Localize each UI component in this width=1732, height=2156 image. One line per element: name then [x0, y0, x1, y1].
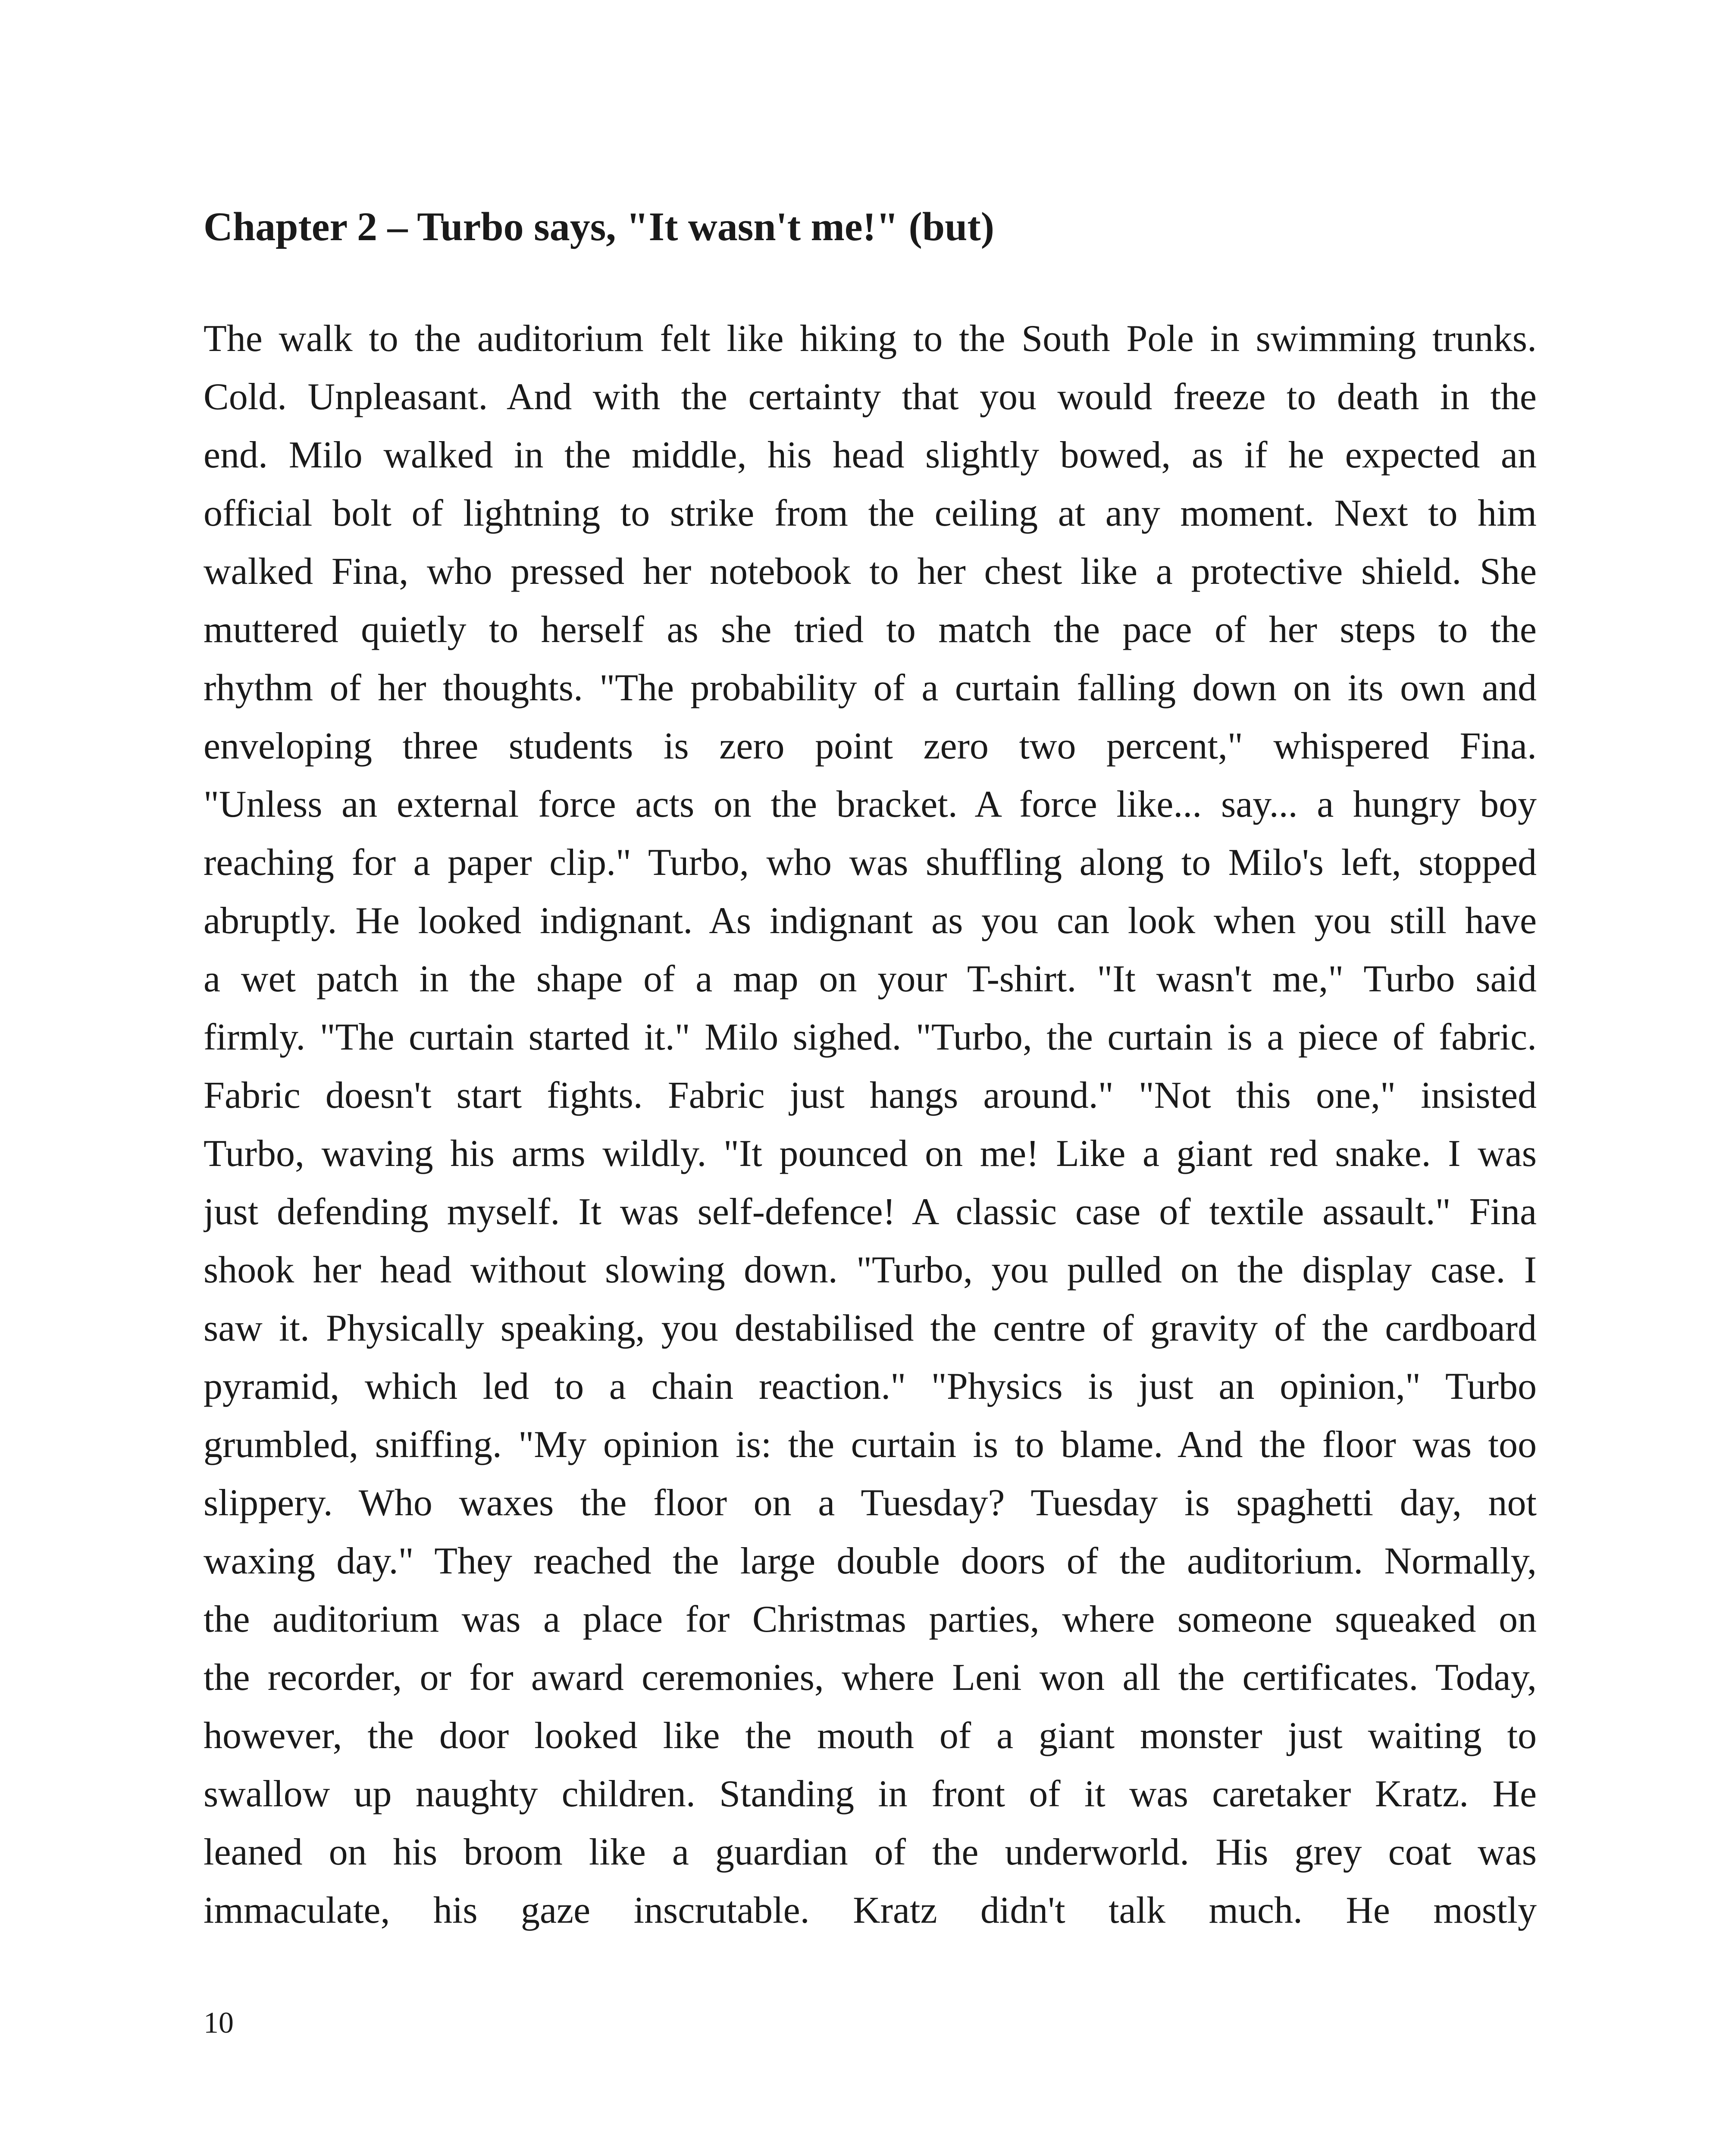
text-line: pyramid, which led to a chain reaction." "Physics is just an opinion," Turbo: [204, 1366, 1537, 1407]
chapter-title: Chapter 2 – Turbo says, "It wasn't me!" (but): [204, 204, 995, 249]
text-line: saw it. Physically speaking, you destabilised the centre of gravity of the cardboard: [204, 1307, 1537, 1349]
text-line: official bolt of lightning to strike from the ceiling at any moment. Next to him: [204, 492, 1537, 534]
page-number: 10: [204, 2006, 234, 2040]
text-line: a wet patch in the shape of a map on your T-shirt. "It wasn't me," Turbo said: [204, 958, 1537, 1000]
text-line: reaching for a paper clip." Turbo, who was shuffling along to Milo's left, stopped: [204, 842, 1537, 884]
text-line: abruptly. He looked indignant. As indignant as you can look when you still have: [204, 900, 1537, 942]
text-line: Turbo, waving his arms wildly. "It pounced on me! Like a giant red snake. I was: [204, 1133, 1537, 1175]
chapter-body-text: [204, 310, 1537, 1940]
text-line: grumbled, sniffing. "My opinion is: the curtain is to blame. And the floor was too: [204, 1424, 1537, 1466]
text-line: leaned on his broom like a guardian of the underworld. His grey coat was: [204, 1831, 1537, 1873]
text-line: slippery. Who waxes the floor on a Tuesday? Tuesday is spaghetti day, not: [204, 1482, 1537, 1524]
text-line: swallow up naughty children. Standing in front of it was caretaker Kratz. He: [204, 1773, 1537, 1815]
text-line: rhythm of her thoughts. "The probability of a curtain falling down on its own and: [204, 667, 1537, 709]
text-line: shook her head without slowing down. "Turbo, you pulled on the display case. I: [204, 1249, 1537, 1291]
text-line: immaculate, his gaze inscrutable. Kratz didn't talk much. He mostly: [204, 1890, 1537, 1931]
text-line: The walk to the auditorium felt like hiking to the South Pole in swimming trunks.: [204, 318, 1537, 360]
text-line: waxing day." They reached the large double doors of the auditorium. Normally,: [204, 1540, 1537, 1582]
text-line: however, the door looked like the mouth of a giant monster just waiting to: [204, 1715, 1537, 1757]
text-line: the recorder, or for award ceremonies, where Leni won all the certificates. Today,: [204, 1657, 1537, 1698]
text-line: Cold. Unpleasant. And with the certainty that you would freeze to death in the: [204, 376, 1537, 418]
text-line: enveloping three students is zero point zero two percent," whispered Fina.: [204, 725, 1537, 767]
text-line: Fabric doesn't start fights. Fabric just hangs around." "Not this one," insisted: [204, 1075, 1537, 1116]
text-line: just defending myself. It was self-defence! A classic case of textile assault." Fina: [204, 1191, 1537, 1233]
text-line: end. Milo walked in the middle, his head slightly bowed, as if he expected an: [204, 434, 1537, 476]
text-line: the auditorium was a place for Christmas parties, where someone squeaked on: [204, 1598, 1537, 1640]
text-line: firmly. "The curtain started it." Milo sighed. "Turbo, the curtain is a piece of fabric.: [204, 1016, 1537, 1058]
text-line: muttered quietly to herself as she tried to match the pace of her steps to the: [204, 609, 1537, 651]
text-line: "Unless an external force acts on the bracket. A force like... say... a hungry boy: [204, 783, 1537, 825]
text-line: walked Fina, who pressed her notebook to her chest like a protective shield. She: [204, 551, 1537, 592]
